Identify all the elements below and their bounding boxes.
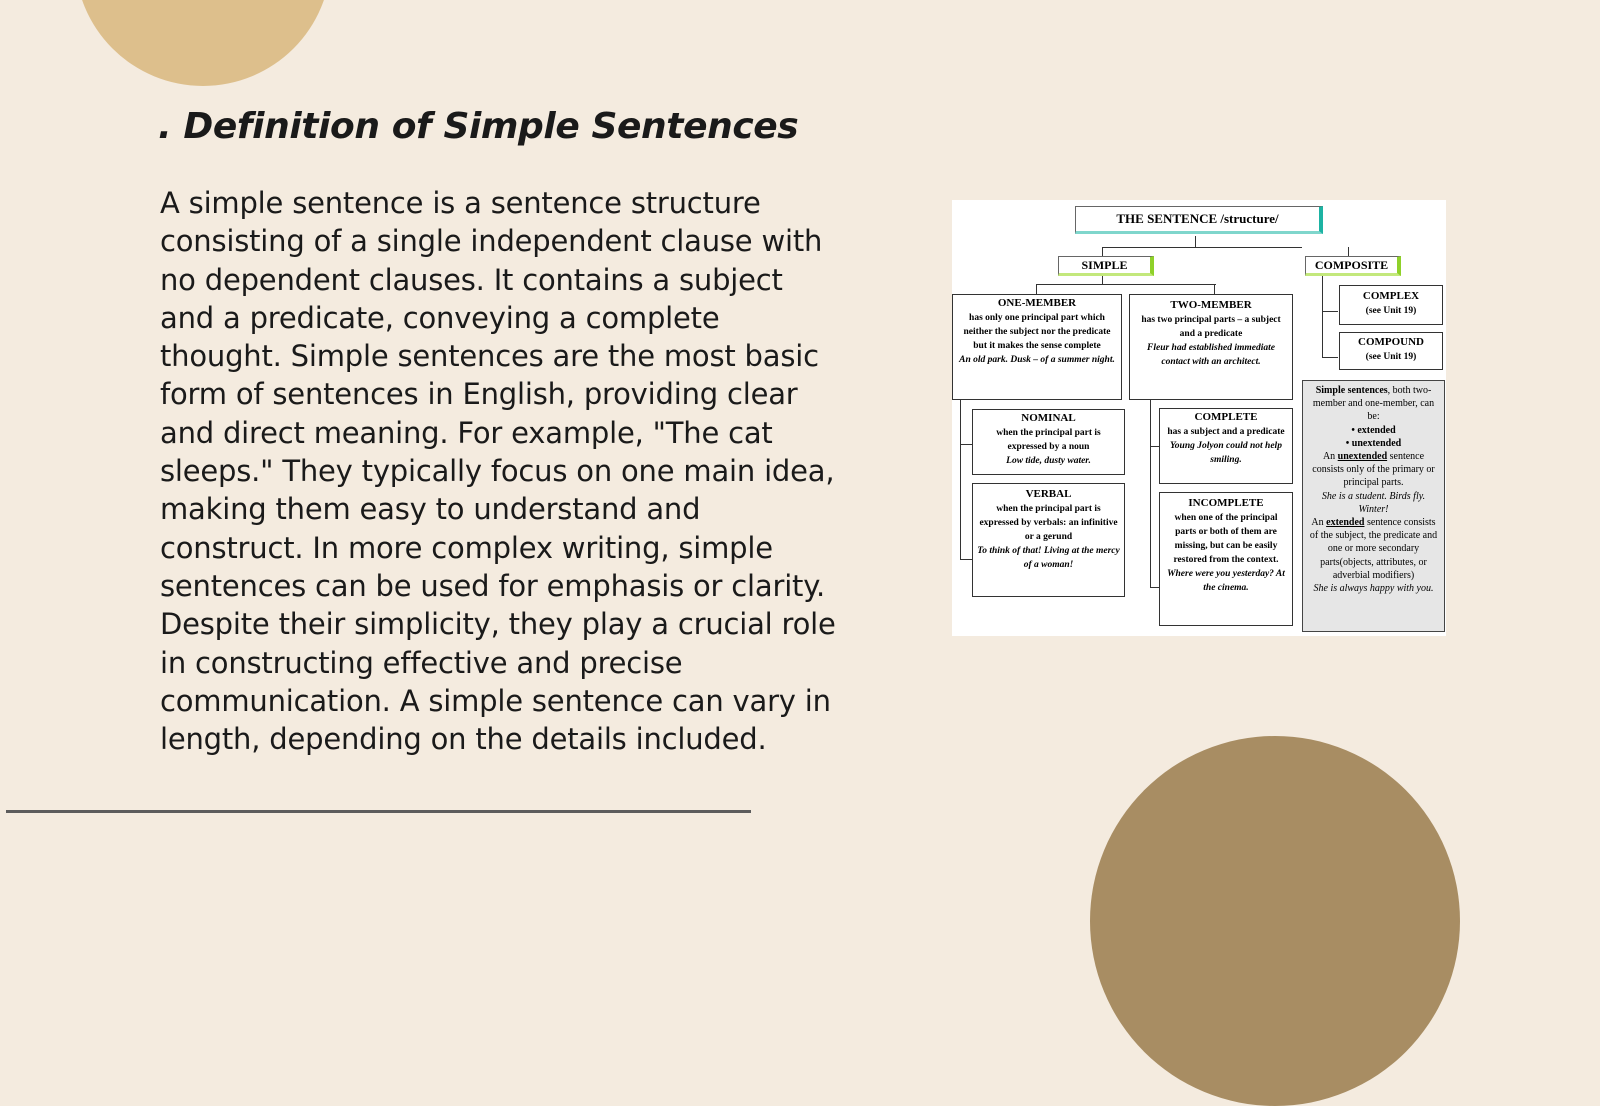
summary-bullet-unextended: • unextended xyxy=(1345,437,1402,449)
summary-unext-a: An xyxy=(1322,451,1338,463)
compound-title: COMPOUND xyxy=(1358,336,1424,348)
complete-title: COMPLETE xyxy=(1194,411,1258,423)
compound-node xyxy=(1339,332,1443,370)
decorative-circle-bottom xyxy=(1090,736,1460,1106)
complex-ref: (see Unit 19) xyxy=(1365,305,1417,316)
summary-unext-example: She is a student. Birds fly. Winter! xyxy=(1321,490,1426,515)
connector xyxy=(1214,284,1215,294)
connector xyxy=(960,400,961,560)
incomplete-example: Where were you yesterday? At the cinema. xyxy=(1167,568,1285,593)
incomplete-desc: when one of the principal parts or both of them are missing, but can be easily restored from the context. xyxy=(1173,512,1279,565)
two-member-node xyxy=(1129,294,1293,400)
slide-body-text: A simple sentence is a sentence structure consisting of a single independent clause with no dependent clauses. It contains a subject and a predicate, conveying a complete thought. Simple sentences are the most basic form of sentences in English, providing clear and direct meaning. For example, "The cat sleeps." They typically focus on one main idea, making them easy to understand and construct. In more complex writing, simple sentences can be used for emphasis or clarity. Despite their simplicity, they play a crucial role in constructing effective and precise communication. A simple sentence can vary in length, depending on the details included. xyxy=(160,186,836,757)
complete-node xyxy=(1159,408,1293,484)
complex-node xyxy=(1339,285,1443,325)
summary-ext-a: An xyxy=(1311,517,1327,529)
connector xyxy=(1322,357,1338,358)
two-member-desc: has two principal parts – a subject and a predicate xyxy=(1141,314,1281,339)
connector xyxy=(1322,274,1323,358)
summary-intro-rest: , both two-member and one-member, can be: xyxy=(1312,385,1435,423)
summary-box xyxy=(1302,380,1445,632)
summary-bullet-extended: • extended xyxy=(1351,424,1396,436)
two-member-title: TWO-MEMBER xyxy=(1170,299,1252,311)
summary-ext-b: extended xyxy=(1326,517,1365,529)
nominal-example: Low tide, dusty water. xyxy=(1006,455,1091,466)
connector xyxy=(1102,247,1302,248)
connector xyxy=(1036,284,1216,285)
summary-unext-b: unextended xyxy=(1337,451,1388,463)
nominal-desc: when the principal part is expressed by a noun xyxy=(996,427,1101,452)
verbal-desc: when the principal part is expressed by verbals: an infinitive or a gerund xyxy=(979,503,1118,542)
one-member-example: An old park. Dusk – of a summer night. xyxy=(959,354,1115,365)
summary-unext-c: sentence consists only of the primary or principal parts. xyxy=(1312,451,1435,489)
slide-title: . Definition of Simple Sentences xyxy=(158,106,799,147)
connector xyxy=(1322,311,1338,312)
connector xyxy=(1150,400,1151,588)
divider-line xyxy=(6,810,751,813)
summary-ext-example: She is always happy with you. xyxy=(1313,583,1434,595)
summary-ext-c: sentence consists of the subject, the predicate and one or more secondary parts(objects, attributes, or adverbial modifiers) xyxy=(1309,517,1438,581)
verbal-example: To think of that! Living at the mercy of a woman! xyxy=(977,545,1120,570)
one-member-desc: has only one principal part which neither the subject nor the predicate but it makes the sense complete xyxy=(963,312,1111,351)
one-member-title: ONE-MEMBER xyxy=(997,297,1077,309)
compound-ref: (see Unit 19) xyxy=(1365,351,1417,362)
connector xyxy=(960,444,972,445)
verbal-title: VERBAL xyxy=(1025,488,1072,500)
two-member-example: Fleur had established immediate contact with an architect. xyxy=(1147,342,1275,367)
incomplete-node xyxy=(1159,492,1293,626)
complete-example: Young Jolyon could not help smiling. xyxy=(1170,440,1282,465)
connector xyxy=(1036,284,1037,294)
incomplete-title: INCOMPLETE xyxy=(1188,497,1264,509)
complete-desc: has a subject and a predicate xyxy=(1167,426,1285,437)
summary-intro xyxy=(1307,384,1440,424)
nominal-title: NOMINAL xyxy=(1021,412,1076,424)
verbal-node xyxy=(972,483,1125,597)
sentence-structure-diagram xyxy=(952,200,1446,636)
complex-title: COMPLEX xyxy=(1362,290,1420,302)
summary-extended xyxy=(1307,516,1440,582)
connector xyxy=(960,559,972,560)
composite-node: COMPOSITE xyxy=(1305,256,1401,276)
summary-intro-bold: Simple sentences xyxy=(1315,385,1388,396)
summary-unextended xyxy=(1307,450,1440,490)
simple-node: SIMPLE xyxy=(1058,256,1154,276)
root-node: THE SENTENCE /structure/ xyxy=(1075,206,1323,234)
decorative-circle-top xyxy=(75,0,331,86)
nominal-node xyxy=(972,409,1125,475)
one-member-node xyxy=(952,294,1122,400)
